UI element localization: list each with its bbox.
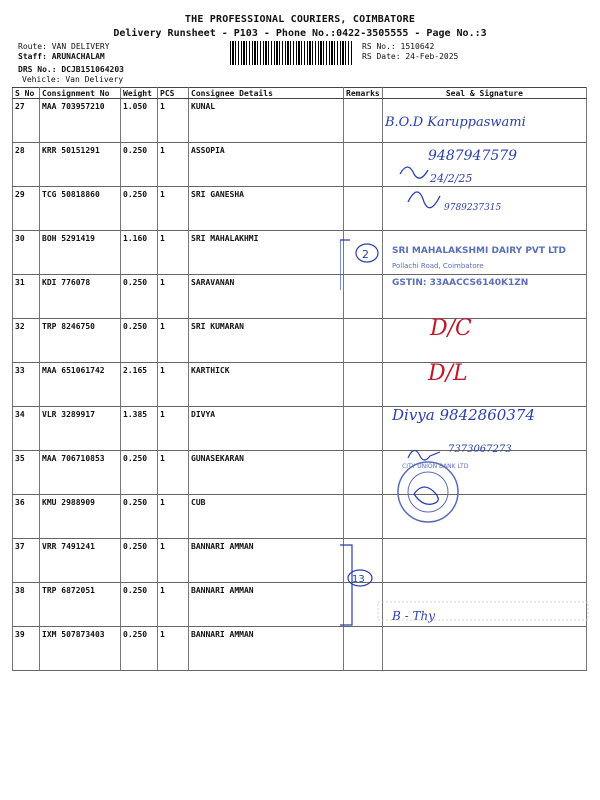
row-consignee: BANNARI AMMAN <box>189 539 344 583</box>
handwriting-r28: 9487947579 <box>428 148 518 164</box>
row-remarks <box>344 451 383 495</box>
row-remarks <box>344 539 383 583</box>
row-weight: 0.250 <box>121 143 158 187</box>
row-remarks <box>344 143 383 187</box>
row-consignment-no: VLR 3289917 <box>40 407 121 451</box>
row-consignment-no: TCG 50818860 <box>40 187 121 231</box>
row-pcs: 1 <box>158 495 189 539</box>
row-remarks <box>344 627 383 671</box>
row-consignment-no: VRR 7491241 <box>40 539 121 583</box>
row-weight: 0.250 <box>121 495 158 539</box>
row-pcs: 1 <box>158 407 189 451</box>
row-sno: 34 <box>13 407 40 451</box>
barcode <box>230 41 352 65</box>
handwriting-r33: D/L <box>428 361 468 386</box>
row-weight: 1.160 <box>121 231 158 275</box>
row-consignee: SRI KUMARAN <box>189 319 344 363</box>
row-consignment-no: KDI 776078 <box>40 275 121 319</box>
table-row <box>13 495 587 539</box>
stamp-line-3: GSTIN: 33AACCS6140K1ZN <box>392 278 529 288</box>
col-remarks: Remarks <box>344 88 383 99</box>
row-seal-signature <box>382 187 586 231</box>
row-pcs: 1 <box>158 627 189 671</box>
stamp-line-2: Pollachi Road, Coimbatore <box>392 262 484 270</box>
row-pcs: 1 <box>158 319 189 363</box>
row-sno: 32 <box>13 319 40 363</box>
row-remarks <box>344 275 383 319</box>
col-sno: S No <box>13 88 40 99</box>
row-remarks <box>344 407 383 451</box>
col-seal-signature: Seal & Signature <box>382 88 586 99</box>
row-pcs: 1 <box>158 231 189 275</box>
runsheet-table <box>12 87 587 671</box>
row-consignee: GUNASEKARAN <box>189 451 344 495</box>
row-remarks <box>344 363 383 407</box>
row-sno: 39 <box>13 627 40 671</box>
row-pcs: 1 <box>158 187 189 231</box>
handwriting-r27: B.O.D Karuppaswami <box>385 115 526 130</box>
row-consignee: KARTHICK <box>189 363 344 407</box>
row-sno: 38 <box>13 583 40 627</box>
row-sno: 28 <box>13 143 40 187</box>
row-consignment-no: MAA 651061742 <box>40 363 121 407</box>
row-consignee: SARAVANAN <box>189 275 344 319</box>
row-weight: 2.165 <box>121 363 158 407</box>
col-pcs: PCS <box>158 88 189 99</box>
row-sno: 29 <box>13 187 40 231</box>
handwriting-r29: 9789237315 <box>444 203 502 213</box>
row-consignee: ASSOPIA <box>189 143 344 187</box>
row-weight: 1.385 <box>121 407 158 451</box>
row-sno: 30 <box>13 231 40 275</box>
table-row <box>13 187 587 231</box>
handwriting-r28-date: 24/2/25 <box>430 172 473 185</box>
row-remarks <box>344 187 383 231</box>
row-remarks <box>344 495 383 539</box>
table-row <box>13 583 587 627</box>
table-row <box>13 363 587 407</box>
row-consignment-no: TRP 8246750 <box>40 319 121 363</box>
row-seal-signature <box>382 143 586 187</box>
row-consignee: SRI GANESHA <box>189 187 344 231</box>
row-consignee: KUNAL <box>189 99 344 143</box>
row-pcs: 1 <box>158 363 189 407</box>
table-header-row <box>13 88 587 99</box>
handwriting-r34: Divya 9842860374 <box>392 406 535 424</box>
table-row <box>13 627 587 671</box>
row-consignee: BANNARI AMMAN <box>189 627 344 671</box>
row-weight: 0.250 <box>121 539 158 583</box>
vehicle-line: Vehicle: Van Delivery <box>22 75 124 84</box>
row-consignee: SRI MAHALAKHMI <box>189 231 344 275</box>
row-consignee: BANNARI AMMAN <box>189 583 344 627</box>
row-weight: 0.250 <box>121 275 158 319</box>
rs-no-line: RS No.: 1510642 <box>362 42 435 51</box>
row-consignment-no: IXM 507873403 <box>40 627 121 671</box>
table-row <box>13 407 587 451</box>
row-seal-signature <box>382 451 586 495</box>
row-pcs: 1 <box>158 539 189 583</box>
row-sno: 27 <box>13 99 40 143</box>
row-remarks <box>344 319 383 363</box>
handwriting-r32: D/C <box>430 316 472 341</box>
header-info-left <box>18 42 124 85</box>
row-seal-signature <box>382 539 586 583</box>
row-sno: 37 <box>13 539 40 583</box>
row-consignee: CUB <box>189 495 344 539</box>
row-consignment-no: MAA 706710853 <box>40 451 121 495</box>
company-title: THE PROFESSIONAL COURIERS, COIMBATORE <box>184 14 416 25</box>
row-remarks <box>344 231 383 275</box>
table-row <box>13 451 587 495</box>
table-row <box>13 143 587 187</box>
circled-number-r30: 2 <box>362 248 369 261</box>
staff-line: Staff: ARUNACHALAM <box>18 52 105 61</box>
row-consignee: DIVYA <box>189 407 344 451</box>
row-seal-signature <box>382 319 586 363</box>
row-consignment-no: KRR 50151291 <box>40 143 121 187</box>
row-sno: 31 <box>13 275 40 319</box>
row-seal-signature <box>382 363 586 407</box>
rs-date-line: RS Date: 24-Feb-2025 <box>362 52 459 61</box>
row-sno: 35 <box>13 451 40 495</box>
row-seal-signature <box>382 99 586 143</box>
row-pcs: 1 <box>158 451 189 495</box>
row-sno: 36 <box>13 495 40 539</box>
row-weight: 0.250 <box>121 319 158 363</box>
row-pcs: 1 <box>158 143 189 187</box>
row-remarks <box>344 583 383 627</box>
row-seal-signature <box>382 495 586 539</box>
row-weight: 0.250 <box>121 627 158 671</box>
runsheet-subtitle: Delivery Runsheet - P103 - Phone No.:0422-3505555 - Page No.:3 <box>113 28 487 39</box>
route-line: Route: VAN DELIVERY <box>18 42 110 51</box>
row-weight: 0.250 <box>121 187 158 231</box>
row-weight: 0.250 <box>121 583 158 627</box>
row-pcs: 1 <box>158 583 189 627</box>
row-consignment-no: MAA 703957210 <box>40 99 121 143</box>
stamp-line-1: SRI MAHALAKSHMI DAIRY PVT LTD <box>392 246 567 256</box>
company-stamp <box>382 238 588 300</box>
row-consignment-no: KMU 2988909 <box>40 495 121 539</box>
col-consignee: Consignee Details <box>189 88 344 99</box>
row-consignment-no: TRP 6872051 <box>40 583 121 627</box>
table-row <box>13 319 587 363</box>
row-seal-signature <box>382 627 586 671</box>
table-row <box>13 99 587 143</box>
row-pcs: 1 <box>158 99 189 143</box>
row-seal-signature <box>382 583 586 627</box>
bank-seal-text: CITY UNION BANK LTD <box>402 463 469 470</box>
row-weight: 1.050 <box>121 99 158 143</box>
handwriting-r35: 7373067273 <box>448 444 512 455</box>
row-seal-signature <box>382 407 586 451</box>
header-info-right <box>362 42 458 62</box>
drs-line: DRS No.: DCJB151064203 <box>18 65 124 74</box>
col-consignment: Consignment No <box>40 88 121 99</box>
row-weight: 0.250 <box>121 451 158 495</box>
circled-number-r38: 13 <box>352 574 365 585</box>
row-remarks <box>344 99 383 143</box>
table-row <box>13 539 587 583</box>
row-consignment-no: BOH 5291419 <box>40 231 121 275</box>
row-pcs: 1 <box>158 275 189 319</box>
row-sno: 33 <box>13 363 40 407</box>
col-weight: Weight <box>121 88 158 99</box>
handwriting-r39: B - Thy <box>392 609 436 623</box>
